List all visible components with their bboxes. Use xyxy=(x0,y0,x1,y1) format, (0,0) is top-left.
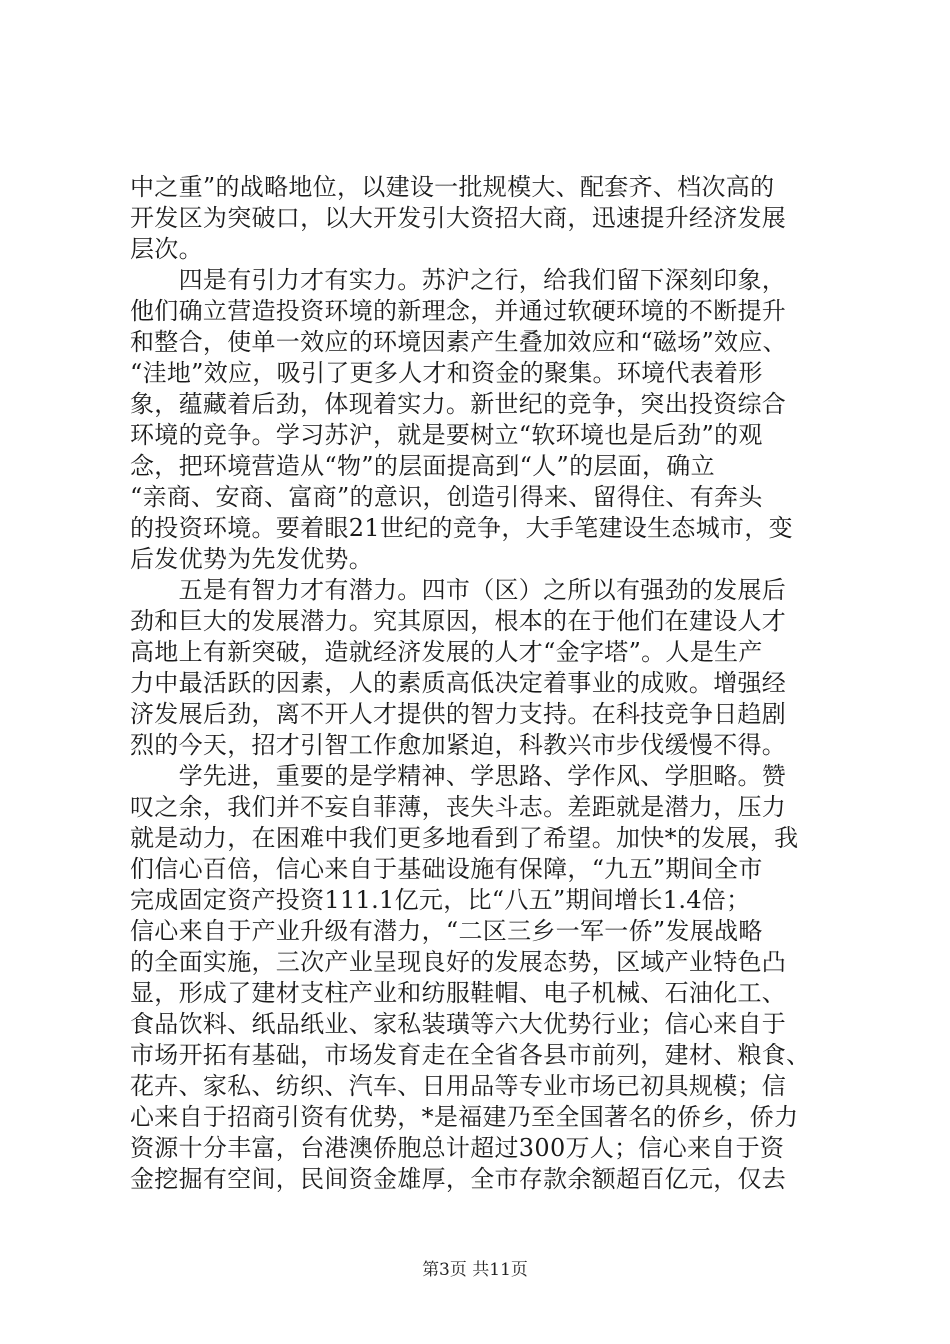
text-line: 济发展后劲，离不开人才提供的智力支持。在科技竞争日趋剧 xyxy=(130,700,787,728)
text-line: 叹之余，我们并不妄自菲薄，丧失斗志。差距就是潜力，压力 xyxy=(130,793,787,821)
text-line: 他们确立营造投资环境的新理念，并通过软硬环境的不断提升 xyxy=(130,297,787,325)
text-line: 学先进，重要的是学精神、学思路、学作风、学胆略。赞 xyxy=(130,762,787,790)
text-line: 食品饮料、纸品纸业、家私装璜等六大优势行业；信心来自于 xyxy=(130,1010,787,1038)
text-line: 四是有引力才有实力。苏沪之行，给我们留下深刻印象， xyxy=(130,266,787,294)
text-line: 花卉、家私、纺织、汽车、日用品等专业市场已初具规模；信 xyxy=(130,1072,787,1100)
text-line: 念，把环境营造从“物”的层面提高到“人”的层面，确立 xyxy=(130,452,715,480)
text-line: 后发优势为先发优势。 xyxy=(130,545,373,573)
text-line: 市场开拓有基础，市场发育走在全省各县市前列，建材、粮食、 xyxy=(130,1041,811,1069)
text-line: 的全面实施，三次产业呈现良好的发展态势，区域产业特色凸 xyxy=(130,948,787,976)
text-line: 劲和巨大的发展潜力。究其原因，根本的在于他们在建设人才 xyxy=(130,607,787,635)
text-line: 中之重”的战略地位，以建设一批规模大、配套齐、档次高的 xyxy=(130,173,775,201)
text-line: 开发区为突破口，以大开发引大资招大商，迅速提升经济发展 xyxy=(130,204,787,232)
text-line: 五是有智力才有潜力。四市（区）之所以有强劲的发展后 xyxy=(130,576,787,604)
text-line: 高地上有新突破，造就经济发展的人才“金字塔”。人是生产 xyxy=(130,638,763,666)
text-line: 象，蕴藏着后劲，体现着实力。新世纪的竞争，突出投资综合 xyxy=(130,390,787,418)
text-line: 的投资环境。要着眼21世纪的竞争，大手笔建设生态城市，变 xyxy=(130,514,793,542)
text-line: 层次。 xyxy=(130,235,203,263)
text-line: “亲商、安商、富商”的意识，创造引得来、留得住、有奔头 xyxy=(130,483,763,511)
text-line: 资源十分丰富，台港澳侨胞总计超过300万人；信心来自于资 xyxy=(130,1134,785,1162)
text-line: 力中最活跃的因素，人的素质高低决定着事业的成败。增强经 xyxy=(130,669,787,697)
text-line: 心来自于招商引资有优势，*是福建乃至全国著名的侨乡，侨力 xyxy=(130,1103,799,1131)
text-line: 就是动力，在困难中我们更多地看到了希望。加快*的发展，我 xyxy=(130,824,799,852)
text-line: 金挖掘有空间，民间资金雄厚，全市存款余额超百亿元，仅去 xyxy=(130,1165,787,1193)
text-line: 显，形成了建材支柱产业和纺服鞋帽、电子机械、石油化工、 xyxy=(130,979,787,1007)
text-line: 信心来自于产业升级有潜力，“二区三乡一军一侨”发展战略 xyxy=(130,917,763,945)
text-line: “洼地”效应，吸引了更多人才和资金的聚集。环境代表着形 xyxy=(130,359,763,387)
text-line: 完成固定资产投资111.1亿元，比“八五”期间增长1.4倍； xyxy=(130,886,751,914)
text-line: 们信心百倍，信心来自于基础设施有保障，“九五”期间全市 xyxy=(130,855,763,883)
text-line: 和整合，使单一效应的环境因素产生叠加效应和“磁场”效应、 xyxy=(130,328,787,356)
text-line: 烈的今天，招才引智工作愈加紧迫，科教兴市步伐缓慢不得。 xyxy=(130,731,787,759)
text-line: 环境的竞争。学习苏沪，就是要树立“软环境也是后劲”的观 xyxy=(130,421,763,449)
document-body xyxy=(130,172,850,1195)
page-number-footer: 第3页 共11页 xyxy=(422,1260,528,1280)
